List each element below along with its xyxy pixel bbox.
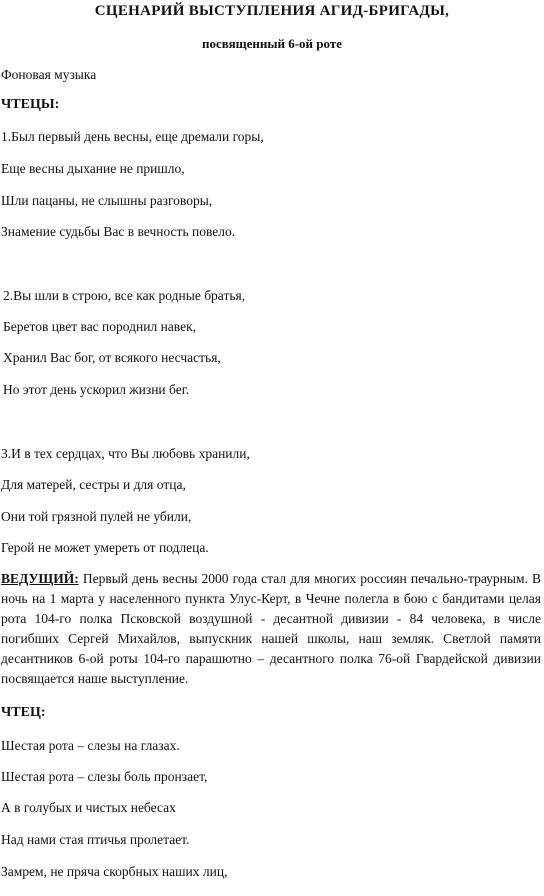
verse-line: Они той грязной пулей не убили, (1, 509, 192, 524)
verse-line: Еще весны дыхание не пришло, (1, 161, 185, 176)
verse-line: А в голубых и чистых небесах (1, 800, 176, 815)
verse-line: 2.Вы шли в строю, все как родные братья, (3, 288, 246, 303)
verse-line: Шестая рота – слезы боль пронзает, (1, 769, 208, 784)
reader-label: ЧТЕЦ: (1, 705, 46, 720)
verse-line: 1.Был первый день весны, еще дремали горы, (1, 129, 264, 144)
readers-label: ЧТЕЦЫ: (1, 97, 60, 112)
verse-line: Беретов цвет вас породнил навек, (3, 319, 197, 334)
host-label: ВЕДУЩИЙ: (1, 571, 79, 586)
verse-line: Для матерей, сестры и для отца, (1, 477, 186, 492)
verse-line: Хранил Вас бог, от всякого несчастья, (3, 350, 221, 365)
verse-line: Замрем, не пряча скорбных наших лиц, (1, 864, 228, 879)
verse-line: Шли пацаны, не слышны разговоры, (1, 193, 213, 208)
document-title: СЦЕНАРИЙ ВЫСТУПЛЕНИЯ АГИД-БРИГАДЫ, (94, 3, 450, 19)
verse-line: Шестая рота – слезы на глазах. (1, 738, 180, 753)
verse-line: Герой не может умереть от подлеца. (1, 540, 209, 555)
verse-line: 3.И в тех сердцах, что Вы любовь хранили, (1, 446, 250, 461)
verse-line: Над нами стая птичья пролетает. (1, 832, 190, 847)
background-note: Фоновая музыка (1, 67, 97, 82)
host-text: Первый день весны 2000 года стал для многих россиян печально-траурным. В ночь на 1 марта у населенного пункта Улус-Керт, в Чечне полегла в бою с бандитами целая рота 104-го полка Псковской воздушной - десантной дивизии - 84 человека, в числе погибших Сергей Михайлов, выпускник нашей школы, наш земляк. Светлой памяти десантников 6-ой роты 104-го парашютно – десантного полка 76-ой Гвардейской дивизии посвящается наше выступление. (1, 571, 541, 686)
document-subtitle: посвященный 6-ой роте (201, 36, 343, 51)
verse-line: Но этот день ускорил жизни бег. (3, 382, 190, 397)
verse-line: Знамение судьбы Вас в вечность повело. (1, 224, 236, 239)
host-paragraph (1, 569, 541, 689)
